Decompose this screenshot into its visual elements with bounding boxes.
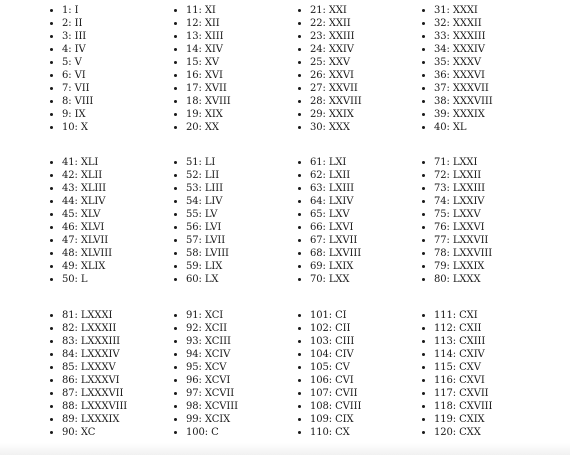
- list-item: 118: CXVIII: [422, 400, 552, 413]
- list-item: 12: XII: [174, 17, 304, 30]
- list-item: 21: XXI: [298, 4, 428, 17]
- list-item: 98: XCVIII: [174, 400, 304, 413]
- list-item: 71: LXXI: [422, 156, 552, 169]
- list-item: 119: CXIX: [422, 413, 552, 426]
- list-column: [174, 156, 304, 286]
- list-item: 2: II: [50, 17, 180, 30]
- list-item: 78: LXXVIII: [422, 247, 552, 260]
- list-item: 99: XCIX: [174, 413, 304, 426]
- list-item: 30: XXX: [298, 121, 428, 134]
- list-item: 16: XVI: [174, 69, 304, 82]
- list-item: 70: LXX: [298, 273, 428, 286]
- list-column: [174, 309, 304, 439]
- list-item: 36: XXXVI: [422, 69, 552, 82]
- list-item: 5: V: [50, 56, 180, 69]
- list-item: 44: XLIV: [50, 195, 180, 208]
- list-item: 74: LXXIV: [422, 195, 552, 208]
- list-item: 94: XCIV: [174, 348, 304, 361]
- list-item: 84: LXXXIV: [50, 348, 180, 361]
- list-block-1-40: [0, 4, 570, 144]
- list-item: 85: LXXXV: [50, 361, 180, 374]
- list-column: [50, 4, 180, 134]
- list-block-41-80: [0, 156, 570, 296]
- list-item: 8: VIII: [50, 95, 180, 108]
- list-item: 112: CXII: [422, 322, 552, 335]
- list-item: 48: XLVIII: [50, 247, 180, 260]
- list-item: 52: LII: [174, 169, 304, 182]
- list-item: 27: XXVII: [298, 82, 428, 95]
- list-item: 54: LIV: [174, 195, 304, 208]
- list-item: 38: XXXVIII: [422, 95, 552, 108]
- list-item: 43: XLIII: [50, 182, 180, 195]
- list-item: 3: III: [50, 30, 180, 43]
- list-item: 25: XXV: [298, 56, 428, 69]
- list-item: 97: XCVII: [174, 387, 304, 400]
- list-item: 92: XCII: [174, 322, 304, 335]
- list-item: 61: LXI: [298, 156, 428, 169]
- list-item: 109: CIX: [298, 413, 428, 426]
- list-item: 55: LV: [174, 208, 304, 221]
- list-item: 7: VII: [50, 82, 180, 95]
- list-item: 62: LXII: [298, 169, 428, 182]
- list-item: 91: XCI: [174, 309, 304, 322]
- list-item: 15: XV: [174, 56, 304, 69]
- list-item: 24: XXIV: [298, 43, 428, 56]
- list-item: 28: XXVIII: [298, 95, 428, 108]
- list-item: 105: CV: [298, 361, 428, 374]
- list-item: 6: VI: [50, 69, 180, 82]
- list-item: 32: XXXII: [422, 17, 552, 30]
- list-item: 39: XXXIX: [422, 108, 552, 121]
- list-item: 104: CIV: [298, 348, 428, 361]
- list-item: 117: CXVII: [422, 387, 552, 400]
- list-item: 93: XCIII: [174, 335, 304, 348]
- list-item: 113: CXIII: [422, 335, 552, 348]
- list-item: 18: XVIII: [174, 95, 304, 108]
- list-item: 35: XXXV: [422, 56, 552, 69]
- list-item: 88: LXXXVIII: [50, 400, 180, 413]
- list-item: 33: XXXIII: [422, 30, 552, 43]
- list-item: 75: LXXV: [422, 208, 552, 221]
- list-item: 101: CI: [298, 309, 428, 322]
- list-item: 57: LVII: [174, 234, 304, 247]
- list-item: 37: XXXVII: [422, 82, 552, 95]
- list-item: 10: X: [50, 121, 180, 134]
- list-item: 26: XXVI: [298, 69, 428, 82]
- list-item: 67: LXVII: [298, 234, 428, 247]
- list-item: 40: XL: [422, 121, 552, 134]
- list-item: 58: LVIII: [174, 247, 304, 260]
- list-item: 114: CXIV: [422, 348, 552, 361]
- list-block-81-120: [0, 309, 570, 449]
- list-item: 29: XXIX: [298, 108, 428, 121]
- list-column: [298, 4, 428, 134]
- list-item: 41: XLI: [50, 156, 180, 169]
- list-item: 9: IX: [50, 108, 180, 121]
- list-item: 86: LXXXVI: [50, 374, 180, 387]
- list-item: 96: XCVI: [174, 374, 304, 387]
- list-item: 49: XLIX: [50, 260, 180, 273]
- list-item: 31: XXXI: [422, 4, 552, 17]
- list-item: 66: LXVI: [298, 221, 428, 234]
- list-item: 4: IV: [50, 43, 180, 56]
- list-item: 89: LXXXIX: [50, 413, 180, 426]
- list-item: 1: I: [50, 4, 180, 17]
- list-item: 69: LXIX: [298, 260, 428, 273]
- list-column: [422, 156, 552, 286]
- list-item: 95: XCV: [174, 361, 304, 374]
- list-item: 59: LIX: [174, 260, 304, 273]
- list-item: 45: XLV: [50, 208, 180, 221]
- list-item: 20: XX: [174, 121, 304, 134]
- list-item: 76: LXXVI: [422, 221, 552, 234]
- list-item: 72: LXXII: [422, 169, 552, 182]
- list-item: 108: CVIII: [298, 400, 428, 413]
- list-item: 60: LX: [174, 273, 304, 286]
- list-item: 56: LVI: [174, 221, 304, 234]
- list-column: [50, 156, 180, 286]
- list-item: 17: XVII: [174, 82, 304, 95]
- list-item: 13: XIII: [174, 30, 304, 43]
- list-column: [298, 309, 428, 439]
- list-item: 116: CXVI: [422, 374, 552, 387]
- list-column: [422, 309, 552, 439]
- list-item: 51: LI: [174, 156, 304, 169]
- list-item: 14: XIV: [174, 43, 304, 56]
- list-item: 111: CXI: [422, 309, 552, 322]
- list-item: 68: LXVIII: [298, 247, 428, 260]
- list-item: 50: L: [50, 273, 180, 286]
- list-item: 19: XIX: [174, 108, 304, 121]
- list-item: 110: CX: [298, 426, 428, 439]
- list-item: 120: CXX: [422, 426, 552, 439]
- list-item: 63: LXIII: [298, 182, 428, 195]
- list-item: 81: LXXXI: [50, 309, 180, 322]
- list-item: 73: LXXIII: [422, 182, 552, 195]
- list-column: [50, 309, 180, 439]
- list-item: 77: LXXVII: [422, 234, 552, 247]
- list-item: 42: XLII: [50, 169, 180, 182]
- list-item: 22: XXII: [298, 17, 428, 30]
- list-item: 46: XLVI: [50, 221, 180, 234]
- page-bottom-edge: [0, 443, 570, 455]
- list-item: 79: LXXIX: [422, 260, 552, 273]
- list-item: 106: CVI: [298, 374, 428, 387]
- list-column: [298, 156, 428, 286]
- list-column: [422, 4, 552, 134]
- list-item: 103: CIII: [298, 335, 428, 348]
- list-item: 34: XXXIV: [422, 43, 552, 56]
- list-item: 100: C: [174, 426, 304, 439]
- list-item: 11: XI: [174, 4, 304, 17]
- list-item: 65: LXV: [298, 208, 428, 221]
- list-item: 80: LXXX: [422, 273, 552, 286]
- list-item: 82: LXXXII: [50, 322, 180, 335]
- list-item: 107: CVII: [298, 387, 428, 400]
- list-item: 83: LXXXIII: [50, 335, 180, 348]
- list-item: 102: CII: [298, 322, 428, 335]
- list-item: 90: XC: [50, 426, 180, 439]
- list-item: 87: LXXXVII: [50, 387, 180, 400]
- list-item: 53: LIII: [174, 182, 304, 195]
- list-item: 23: XXIII: [298, 30, 428, 43]
- list-column: [174, 4, 304, 134]
- list-item: 115: CXV: [422, 361, 552, 374]
- list-item: 64: LXIV: [298, 195, 428, 208]
- list-item: 47: XLVII: [50, 234, 180, 247]
